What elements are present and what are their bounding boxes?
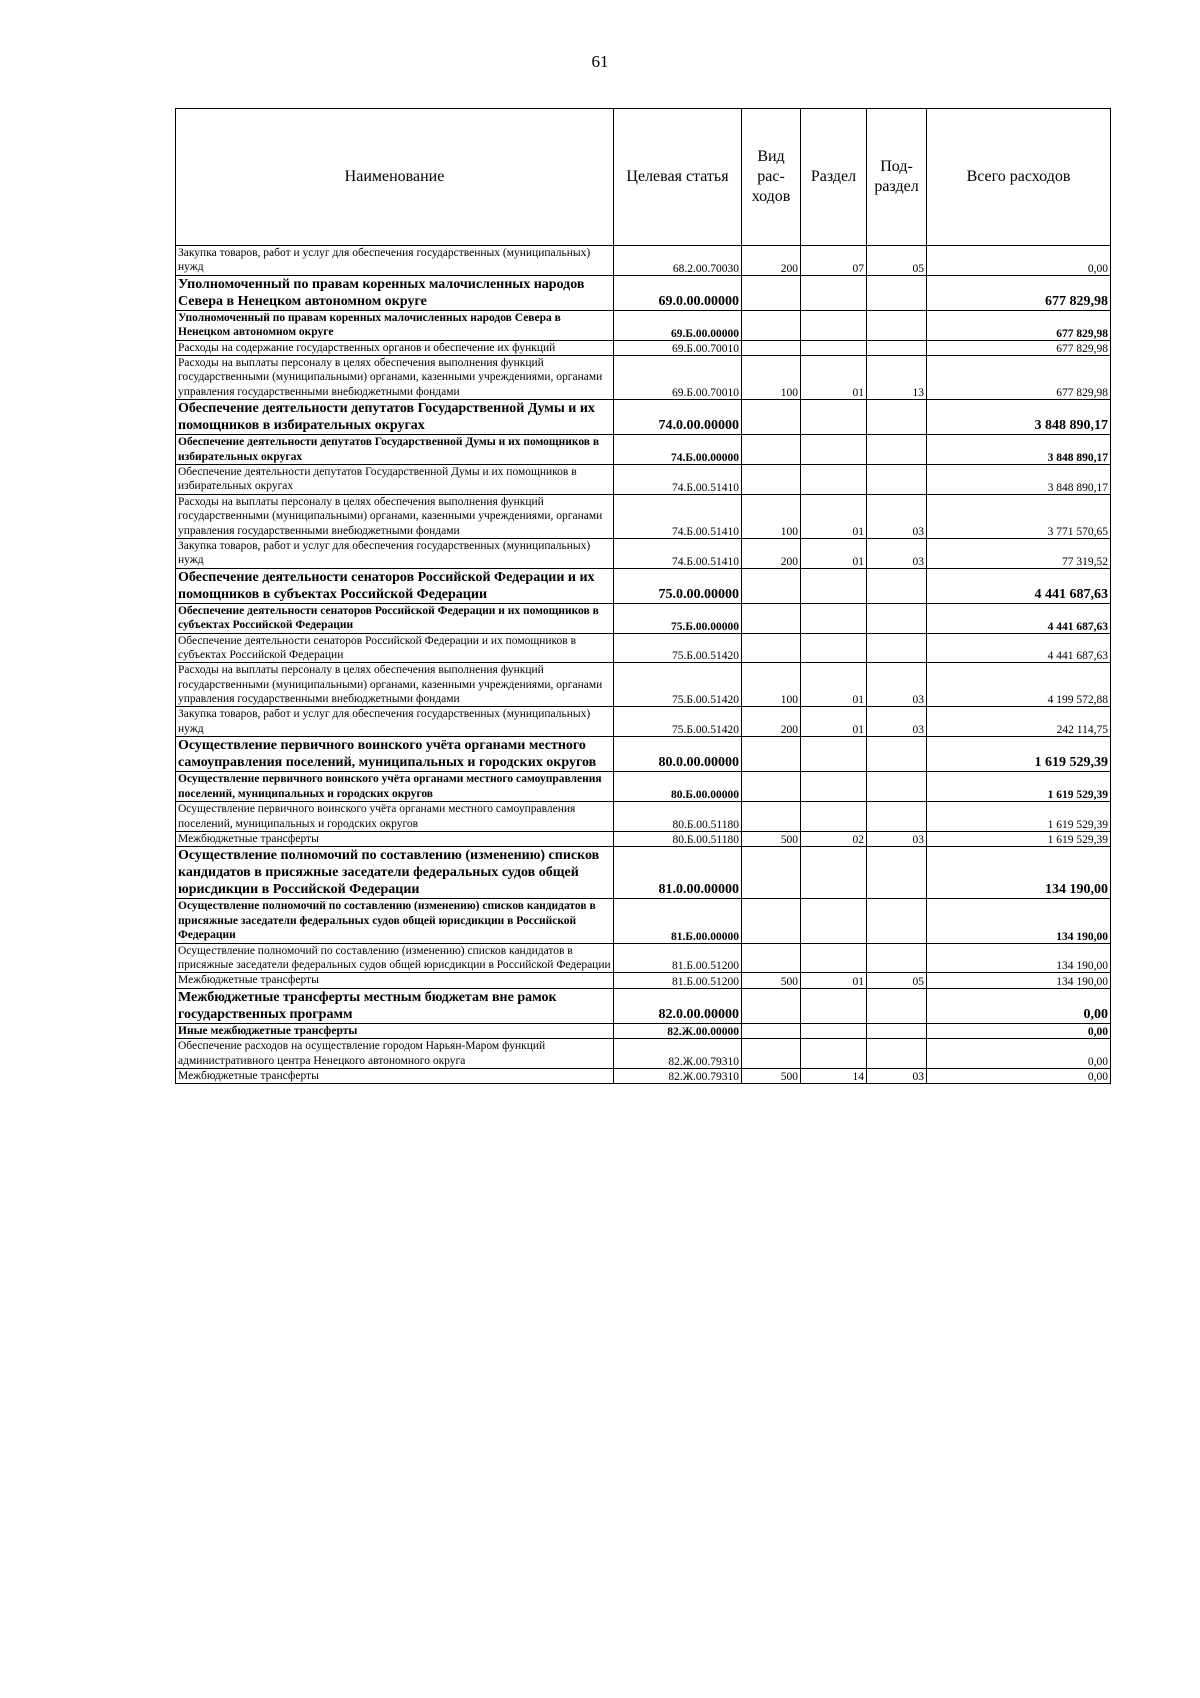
table-row (176, 847, 1111, 899)
table-row (176, 246, 1111, 276)
row-section (801, 899, 867, 943)
row-subsection: 05 (867, 973, 927, 988)
row-section: 01 (801, 707, 867, 737)
row-target-article: 69.Б.00.70010 (614, 356, 742, 400)
row-section (801, 310, 867, 340)
table-body (176, 246, 1111, 1084)
row-total: 1 619 529,39 (927, 737, 1111, 772)
row-subsection (867, 737, 927, 772)
header-expense-type-line2: рас- (757, 168, 785, 185)
row-total: 134 190,00 (927, 847, 1111, 899)
row-section (801, 772, 867, 802)
table-header-row (176, 109, 1111, 246)
row-subsection: 03 (867, 831, 927, 846)
row-subsection (867, 400, 927, 435)
row-total: 4 441 687,63 (927, 568, 1111, 603)
row-expense-type: 100 (742, 356, 801, 400)
row-section (801, 1039, 867, 1069)
row-subsection: 03 (867, 538, 927, 568)
row-target-article: 74.Б.00.51410 (614, 538, 742, 568)
row-expense-type (742, 603, 801, 633)
row-target-article: 81.Б.00.51200 (614, 973, 742, 988)
row-section (801, 400, 867, 435)
row-name: Обеспечение деятельности сенаторов Российской Федерации и их помощников в субъектах Российской Федерации (176, 633, 614, 663)
row-total: 77 319,52 (927, 538, 1111, 568)
row-total: 134 190,00 (927, 973, 1111, 988)
table-row (176, 465, 1111, 495)
row-subsection: 03 (867, 1069, 927, 1084)
row-total: 677 829,98 (927, 310, 1111, 340)
row-section: 01 (801, 356, 867, 400)
row-expense-type (742, 737, 801, 772)
row-section (801, 568, 867, 603)
row-section (801, 802, 867, 832)
row-name: Обеспечение деятельности депутатов Государственной Думы и их помощников в избирательных округах (176, 400, 614, 435)
row-section (801, 603, 867, 633)
table-row (176, 988, 1111, 1023)
row-subsection (867, 772, 927, 802)
row-total: 4 199 572,88 (927, 663, 1111, 707)
row-expense-type: 200 (742, 707, 801, 737)
row-name: Расходы на выплаты персоналу в целях обеспечения выполнения функций государственными (муниципальными) органами, казенными учреждениями, органами управления государственными внебюджетными фондами (176, 494, 614, 538)
table-row (176, 275, 1111, 310)
table-row (176, 538, 1111, 568)
row-target-article: 75.Б.00.00000 (614, 603, 742, 633)
row-name: Уполномоченный по правам коренных малочисленных народов Севера в Ненецком автономном округе (176, 310, 614, 340)
table-row (176, 737, 1111, 772)
row-subsection: 13 (867, 356, 927, 400)
row-name: Осуществление полномочий по составлению (изменению) списков кандидатов в присяжные заседатели федеральных судов общей юрисдикции в Российской Федерации (176, 847, 614, 899)
table-row (176, 943, 1111, 973)
row-target-article: 75.Б.00.51420 (614, 707, 742, 737)
row-total: 0,00 (927, 1039, 1111, 1069)
table-row (176, 707, 1111, 737)
header-expense-type-line3: ходов (751, 188, 791, 205)
row-target-article: 74.Б.00.51410 (614, 494, 742, 538)
row-section: 01 (801, 538, 867, 568)
row-target-article: 81.Б.00.51200 (614, 943, 742, 973)
row-total: 4 441 687,63 (927, 603, 1111, 633)
table-row (176, 435, 1111, 465)
row-subsection (867, 988, 927, 1023)
row-section (801, 943, 867, 973)
row-subsection (867, 802, 927, 832)
header-section: Раздел (801, 109, 867, 246)
row-target-article: 80.Б.00.51180 (614, 831, 742, 846)
row-total: 3 848 890,17 (927, 465, 1111, 495)
row-name: Осуществление первичного воинского учёта органами местного самоуправления поселений, муниципальных и городских округов (176, 772, 614, 802)
row-target-article: 81.0.00.00000 (614, 847, 742, 899)
budget-table (175, 108, 1111, 1084)
table-row (176, 899, 1111, 943)
row-target-article: 80.Б.00.51180 (614, 802, 742, 832)
table-row (176, 310, 1111, 340)
row-target-article: 80.Б.00.00000 (614, 772, 742, 802)
row-target-article: 69.0.00.00000 (614, 275, 742, 310)
row-name: Межбюджетные трансферты (176, 1069, 614, 1084)
row-name: Расходы на выплаты персоналу в целях обеспечения выполнения функций государственными (муниципальными) органами, казенными учреждениями, органами управления государственными внебюджетными фондами (176, 663, 614, 707)
header-subsection (867, 109, 927, 246)
row-name: Осуществление полномочий по составлению (изменению) списков кандидатов в присяжные заседатели федеральных судов общей юрисдикции в Российской Федерации (176, 943, 614, 973)
row-section: 14 (801, 1069, 867, 1084)
row-expense-type (742, 310, 801, 340)
row-target-article: 74.Б.00.51410 (614, 465, 742, 495)
row-section (801, 340, 867, 355)
row-total: 1 619 529,39 (927, 802, 1111, 832)
table-row (176, 802, 1111, 832)
row-total: 3 771 570,65 (927, 494, 1111, 538)
row-name: Расходы на содержание государственных органов и обеспечение их функций (176, 340, 614, 355)
table-row (176, 568, 1111, 603)
row-target-article: 68.2.00.70030 (614, 246, 742, 276)
row-subsection (867, 340, 927, 355)
row-expense-type (742, 633, 801, 663)
row-subsection (867, 899, 927, 943)
row-target-article: 75.Б.00.51420 (614, 633, 742, 663)
row-subsection (867, 568, 927, 603)
row-section (801, 847, 867, 899)
row-subsection (867, 310, 927, 340)
row-section: 01 (801, 494, 867, 538)
row-section: 01 (801, 663, 867, 707)
header-subsection-line2: раздел (874, 178, 919, 195)
row-subsection (867, 633, 927, 663)
row-total: 134 190,00 (927, 943, 1111, 973)
row-name: Обеспечение деятельности депутатов Государственной Думы и их помощников в избирательных округах (176, 435, 614, 465)
row-subsection (867, 847, 927, 899)
row-section (801, 633, 867, 663)
table-row (176, 494, 1111, 538)
row-expense-type (742, 465, 801, 495)
table-row (176, 772, 1111, 802)
row-expense-type (742, 943, 801, 973)
row-subsection (867, 275, 927, 310)
row-expense-type: 500 (742, 1069, 801, 1084)
row-name: Расходы на выплаты персоналу в целях обеспечения выполнения функций государственными (муниципальными) органами, казенными учреждениями, органами управления государственными внебюджетными фондами (176, 356, 614, 400)
row-name: Закупка товаров, работ и услуг для обеспечения государственных (муниципальных) нужд (176, 538, 614, 568)
row-target-article: 81.Б.00.00000 (614, 899, 742, 943)
row-total: 0,00 (927, 1023, 1111, 1038)
row-total: 1 619 529,39 (927, 772, 1111, 802)
row-target-article: 80.0.00.00000 (614, 737, 742, 772)
header-target-article: Целевая статья (614, 109, 742, 246)
row-name: Закупка товаров, работ и услуг для обеспечения государственных (муниципальных) нужд (176, 707, 614, 737)
row-expense-type (742, 340, 801, 355)
header-name: Наименование (176, 109, 614, 246)
row-section (801, 275, 867, 310)
table-row (176, 1023, 1111, 1038)
header-expense-type-line1: Вид (757, 148, 785, 165)
row-expense-type (742, 847, 801, 899)
row-expense-type (742, 1023, 801, 1038)
row-section: 07 (801, 246, 867, 276)
row-expense-type (742, 435, 801, 465)
table-row (176, 340, 1111, 355)
row-section (801, 435, 867, 465)
row-name: Обеспечение деятельности сенаторов Российской Федерации и их помощников в субъектах Российской Федерации (176, 603, 614, 633)
table-row (176, 663, 1111, 707)
row-subsection: 05 (867, 246, 927, 276)
row-total: 0,00 (927, 1069, 1111, 1084)
row-subsection: 03 (867, 494, 927, 538)
row-total: 242 114,75 (927, 707, 1111, 737)
row-subsection: 03 (867, 663, 927, 707)
header-total: Всего расходов (927, 109, 1111, 246)
row-name: Осуществление первичного воинского учёта органами местного самоуправления поселений, муниципальных и городских округов (176, 737, 614, 772)
row-expense-type (742, 899, 801, 943)
row-target-article: 69.Б.00.00000 (614, 310, 742, 340)
row-target-article: 82.Ж.00.79310 (614, 1069, 742, 1084)
row-name: Обеспечение деятельности депутатов Государственной Думы и их помощников в избирательных округах (176, 465, 614, 495)
row-expense-type: 100 (742, 494, 801, 538)
row-total: 3 848 890,17 (927, 400, 1111, 435)
row-target-article: 75.Б.00.51420 (614, 663, 742, 707)
row-subsection (867, 603, 927, 633)
row-expense-type (742, 400, 801, 435)
table-row (176, 1069, 1111, 1084)
row-name: Межбюджетные трансферты (176, 831, 614, 846)
row-expense-type (742, 772, 801, 802)
row-total: 677 829,98 (927, 340, 1111, 355)
row-expense-type (742, 1039, 801, 1069)
row-total: 134 190,00 (927, 899, 1111, 943)
row-expense-type: 200 (742, 538, 801, 568)
row-total: 4 441 687,63 (927, 633, 1111, 663)
page-number: 61 (591, 52, 609, 71)
row-target-article: 82.Ж.00.79310 (614, 1039, 742, 1069)
row-name: Обеспечение расходов на осуществление городом Нарьян-Маром функций административного центра Ненецкого автономного округа (176, 1039, 614, 1069)
row-name: Уполномоченный по правам коренных малочисленных народов Севера в Ненецком автономном округе (176, 275, 614, 310)
table-row (176, 633, 1111, 663)
row-name: Иные межбюджетные трансферты (176, 1023, 614, 1038)
row-subsection (867, 435, 927, 465)
row-subsection (867, 465, 927, 495)
row-target-article: 75.0.00.00000 (614, 568, 742, 603)
row-target-article: 74.Б.00.00000 (614, 435, 742, 465)
row-name: Межбюджетные трансферты местным бюджетам вне рамок государственных программ (176, 988, 614, 1023)
row-total: 677 829,98 (927, 356, 1111, 400)
row-subsection (867, 1023, 927, 1038)
row-section: 01 (801, 973, 867, 988)
row-expense-type: 200 (742, 246, 801, 276)
table-row (176, 1039, 1111, 1069)
row-target-article: 74.0.00.00000 (614, 400, 742, 435)
row-name: Осуществление первичного воинского учёта органами местного самоуправления поселений, муниципальных и городских округов (176, 802, 614, 832)
row-expense-type (742, 568, 801, 603)
row-subsection: 03 (867, 707, 927, 737)
row-section (801, 465, 867, 495)
row-section: 02 (801, 831, 867, 846)
row-total: 0,00 (927, 246, 1111, 276)
row-expense-type (742, 275, 801, 310)
row-total: 0,00 (927, 988, 1111, 1023)
header-expense-type (742, 109, 801, 246)
table-row (176, 603, 1111, 633)
row-subsection (867, 943, 927, 973)
row-target-article: 82.Ж.00.00000 (614, 1023, 742, 1038)
table-row (176, 400, 1111, 435)
row-target-article: 82.0.00.00000 (614, 988, 742, 1023)
row-name: Закупка товаров, работ и услуг для обеспечения государственных (муниципальных) нужд (176, 246, 614, 276)
row-section (801, 1023, 867, 1038)
row-name: Осуществление полномочий по составлению (изменению) списков кандидатов в присяжные заседатели федеральных судов общей юрисдикции в Российской Федерации (176, 899, 614, 943)
row-section (801, 988, 867, 1023)
table-row (176, 356, 1111, 400)
header-subsection-line1: Под- (880, 158, 913, 175)
row-section (801, 737, 867, 772)
row-total: 677 829,98 (927, 275, 1111, 310)
row-expense-type (742, 802, 801, 832)
row-total: 3 848 890,17 (927, 435, 1111, 465)
row-expense-type: 500 (742, 831, 801, 846)
row-expense-type: 100 (742, 663, 801, 707)
row-subsection (867, 1039, 927, 1069)
table-row (176, 973, 1111, 988)
row-total: 1 619 529,39 (927, 831, 1111, 846)
row-name: Межбюджетные трансферты (176, 973, 614, 988)
row-name: Обеспечение деятельности сенаторов Российской Федерации и их помощников в субъектах Российской Федерации (176, 568, 614, 603)
row-target-article: 69.Б.00.70010 (614, 340, 742, 355)
table-row (176, 831, 1111, 846)
row-expense-type: 500 (742, 973, 801, 988)
row-expense-type (742, 988, 801, 1023)
